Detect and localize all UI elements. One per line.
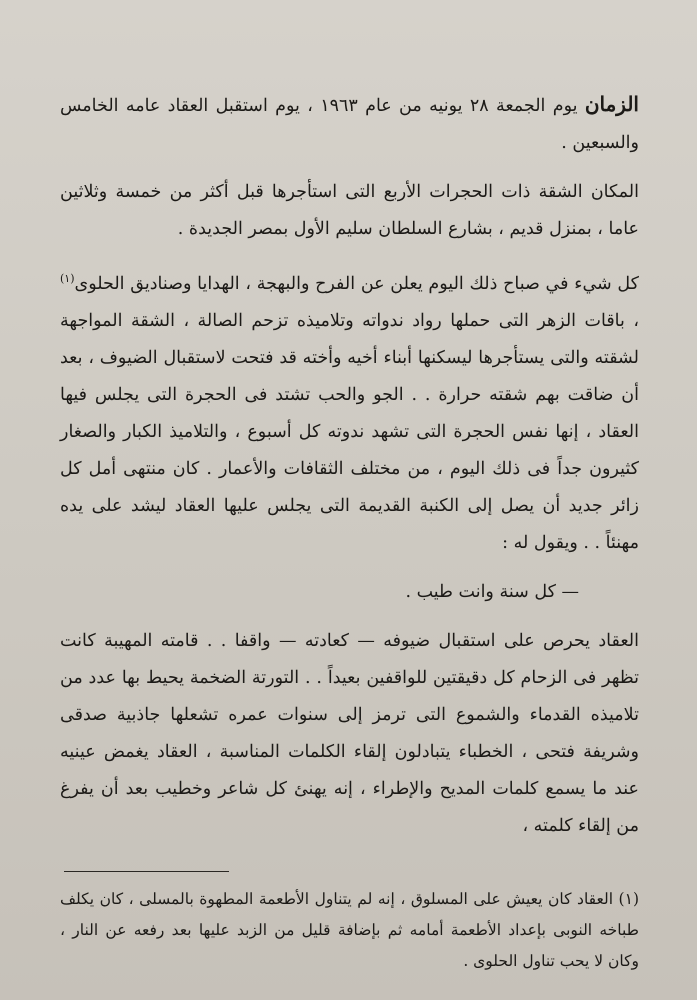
footnote-reference: (١) [60, 272, 75, 285]
footnote-text: (١) العقاد كان يعيش على المسلوق ، إنه لم يتناول الأطعمة المطهوة بالمسلى ، كان يكلف طباخه النوبى بإعداد الأطعمة أمامه ثم بإضافة قليل من الزبد عليها بعد رفعه عن النار ، وكان لا يحب تناول الحلوى . [60, 889, 639, 970]
paragraph-place: المكان الشقة ذات الحجرات الأربع التى استأجرها قبل أكثر من خمسة وثلاثين عاما ، بمنزل قديم ، بشارع السلطان سليم الأول بمصر الجديدة . [60, 182, 639, 239]
celebration-text-rest: ، باقات الزهر التى حملها رواد ندواته وتلاميذه تزحم الصالة ، الشقة المواجهة لشقته والتى يستأجرها ليسكنها أبناء أخيه وأخته قد فتحت لاستقبال الضيوف ، بعد أن ضاقت بهم شقته حرارة . . الجو والحب تشتد فى الحجرة التى يجلس فيها العقاد ، إنها نفس الحجرة التى تشهد ندوته كل أسبوع ، والتلاميذ الكبار والصغار كثيرون جداً فى ذلك اليوم ، من مختلف الثقافات والأعمار . كان منتهى أمل كل زائر جديد أن يصل إلى الكنبة القديمة التى يجلس عليها العقاد ليشد على يده مهنئاً . . ويقول له : [60, 310, 639, 553]
paragraph-celebration [60, 260, 639, 562]
paragraph-aqqad-guests: العقاد يحرص على استقبال ضيوفه — كعادته — واقفا . . قامته المهيبة كانت تظهر فى الزحام كل دقيقتين للواقفين بعيداً . . التورتة الضخمة يحيط بها عدد من تلاميذه القدماء والشموع التى ترمز إلى سنوات عمره تشعلها جاذبية صدقى وشريفة فتحى ، الخطباء يتبادلون إلقاء الكلمات المناسبة ، العقاد يغمض عينيه عند ما يسمع كلمات المديح والإطراء ، إنه يهنئ كل شاعر وخطيب بعد أن يفرغ من إلقاء كلمته ، [60, 630, 639, 836]
paragraph-greeting: — كل سنة وانت طيب . [405, 581, 579, 602]
time-text: يوم الجمعة ٢٨ يونيه من عام ١٩٦٣ ، يوم استقبل العقاد عامه الخامس والسبعين . [60, 96, 639, 153]
paragraph-time [60, 86, 639, 162]
time-label: الزمان [584, 92, 639, 116]
footnote-divider [64, 871, 229, 872]
celebration-text-start: كل شيء في صباح ذلك اليوم يعلن عن الفرح والبهجة ، الهدايا وصناديق الحلوى [74, 273, 639, 294]
